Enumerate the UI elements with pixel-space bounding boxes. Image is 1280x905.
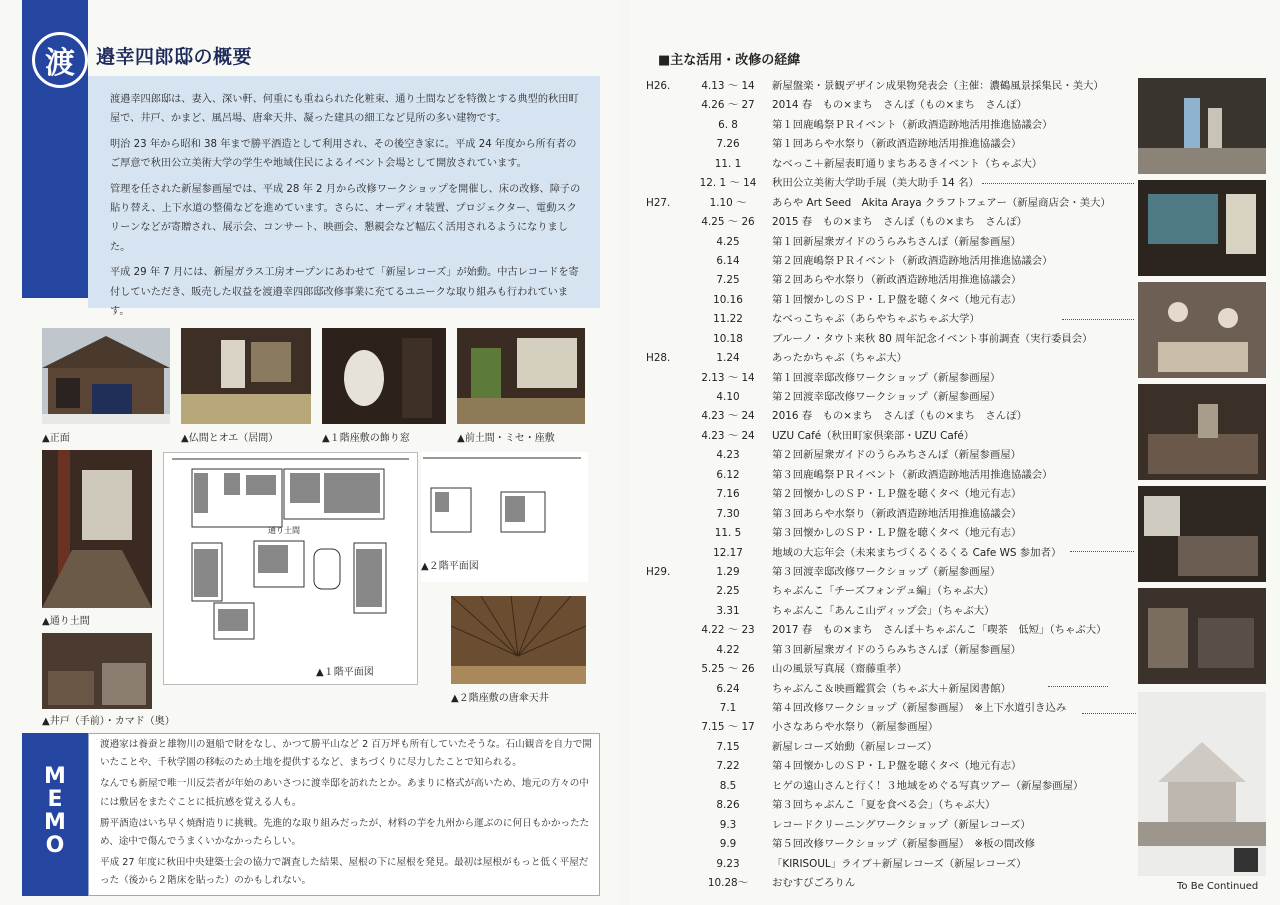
timeline-date: 4.10 [716,391,740,403]
timeline-row [646,660,1146,679]
timeline-row [646,407,1146,426]
timeline-row [646,349,1146,368]
timeline-date: 11.22 [713,313,743,326]
timeline-event: 第２回鹿嶋祭ＰＲイベント（新政酒造跡地活用推進協議会） [772,254,1053,267]
timeline-date: 10.28～ [707,876,749,889]
timeline-date: 7.26 [716,138,740,151]
timeline-event: 2014 春 もの×まち さんぽ（もの×まち さんぽ） [772,99,1027,112]
memo-letter: M [44,764,66,789]
timeline-date: 7.15 [716,740,740,753]
timeline-event: あらや Art Seed Akita Araya クラフトフェアー（新屋商店会・美大） [772,196,1111,209]
timeline-row [646,388,1146,407]
caption-ceiling: ▲２階座敷の唐傘天井 [451,693,549,704]
timeline-event: 第２回新屋衆ガイドのうらみちさんぽ（新屋参画屋） [772,449,1022,462]
caption-butsuma: ▲仏間とオエ（居間） [181,433,279,444]
timeline-event: 第１回懐かしのＳＰ・ＬＰ盤を聴くタベ（地元有志） [772,293,1022,306]
memo-letter: M [44,810,66,835]
timeline-row [646,505,1146,524]
timeline-row [646,135,1146,154]
timeline-date: 7.22 [716,760,740,773]
timeline-row [646,213,1146,232]
memo-paragraph: 渡邉家は養蚕と雄物川の廻船で財をなし、かつて勝平山など 2 百万坪も所有していたそうな。石山観音を自力で開いたことや、千秋学園の移転のため土地を提供するなど、まちづくりに尽力したことで知られる。 [100,739,592,769]
memo-letter: O [45,833,65,858]
timeline-row [646,233,1146,252]
timeline-event: 第３回鹿嶋祭ＰＲイベント（新政酒造跡地活用推進協議会） [772,468,1053,481]
timeline-event: UZU Café（秋田町家倶楽部・UZU Café） [772,429,975,442]
intro-paragraph: 平成 29 年 7 月には、新屋ガラス工房オープンにあわせて「新屋レコーズ」が始動。中古レコードを寄付していただき、販売した収益を渡邉幸四郎邸改修事業に充てるユニークな取り組みも行われています。 [110,267,579,318]
timeline-event: なべっこ＋新屋表町通りまちあるきイベント（ちゃぶ大） [772,157,1043,170]
front-photo [42,328,170,424]
intro-paragraph: 渡邉幸四郎邸は、妻入、深い軒、何重にも重ねられた化粧束、通り土間などを特徴とする典型的秋田町屋で、井戸、かまど、風呂場、唐傘天井、凝った建具の細工など見所の多い建物です。 [110,94,579,125]
timeline-date: 12.17 [713,546,743,559]
timeline-row [646,194,1146,213]
timeline-event: あったかちゃぶ（ちゃぶ大） [772,352,907,365]
caption-floor2: ▲２階平面図 [421,561,479,572]
timeline-event: なべっこちゃぶ（あらやちゃぶちゃぶ大学） [772,313,980,326]
timeline-date: 7.15 ～ 17 [701,721,755,734]
leader-line [1082,713,1136,714]
timeline-event: ちゃぶんこ＆映画鑑賞会（ちゃぶ大＋新屋図書館） [772,682,1011,695]
timeline-row [646,155,1146,174]
floor-plan-1f-drawing [164,453,417,684]
timeline-event: 第４回懐かしのＳＰ・ＬＰ盤を聴くタベ（地元有志） [772,760,1022,773]
timeline-event: ちゃぶんこ「チーズフォンデュ編」（ちゃぶ大） [772,585,995,598]
timeline-date: 6.12 [716,468,740,481]
timeline-event: 第５回改修ワークショップ（新屋参画屋） ※板の間改修 [772,838,1036,851]
mae-doma-photo [457,328,585,424]
timeline-event: 2017 春 もの×まち さんぽ＋ちゃぶんこ「喫茶 低短」（ちゃぶ大） [772,624,1107,637]
timeline-event: 山の風景写真展（齋藤重孝） [772,663,908,676]
timeline-row [646,563,1146,582]
timeline-row [646,369,1146,388]
timeline-event: 第２回あらや水祭り（新政酒造跡地活用推進協議会） [772,274,1022,287]
timeline-date: 11. 5 [714,527,742,540]
timeline-date: 4.23 ～ 24 [701,429,755,442]
timeline-date: 8.5 [719,779,737,792]
timeline-event: 第１回鹿嶋祭ＰＲイベント（新政酒造跡地活用推進協議会） [772,118,1053,131]
timeline-row [646,330,1146,349]
caption-window: ▲１階座敷の飾り窓 [322,433,410,444]
floor-plan-1f [163,452,418,685]
floor-plan-2f-drawing [421,452,588,558]
memo-letter: E [47,787,63,812]
timeline-year: H28. [646,352,671,365]
well-photo [42,633,152,709]
timeline-row [646,602,1146,621]
timeline-date: 4.13 ～ 14 [701,80,755,92]
memo-paragraph: なんでも新屋で唯一川反芸者が年始のあいさつに渡幸邸を訪れたとか。あまりに格式が高いため、地元の方々の中には敷居をまたぐことに抵抗感を覚える人も。 [100,778,589,808]
caption-well: ▲井戸（手前）・カマド（奥） [42,716,175,727]
timeline-date: 4.25 ～ 26 [701,216,755,229]
timeline-event: 第２回渡幸邸改修ワークショップ（新屋参画屋） [772,391,1001,403]
caption-mae-doma: ▲前土間・ミセ・座敷 [457,433,555,444]
timeline-date: 8.26 [716,799,740,812]
caption-floor1: ▲１階平面図 [316,667,374,678]
timeline-event: おむすびごろりん [772,876,856,889]
timeline-date: 1.10 ～ [709,196,747,209]
timeline-row [646,252,1146,271]
timeline-row [646,271,1146,290]
butsuma-photo [181,328,311,424]
timeline-row [646,855,1146,874]
timeline-row [646,718,1146,737]
timeline-date: 4.25 [716,235,740,248]
timeline-event: 新屋レコーズ始動（新屋レコーズ） [772,740,938,753]
caption-tori-doma: ▲通り土間 [42,616,90,627]
timeline-event: 地域の大忘年会（未来まちづくるくるくる Cafe WS 参加者） [772,546,1062,559]
timeline-row [646,699,1146,718]
history-title: ■主な活用・改修の経緯 [658,53,801,68]
floor-plan-2f [421,452,588,582]
records-photo [1138,588,1266,684]
tori-doma-photo [42,450,152,608]
timeline-event: 第４回改修ワークショップ（新屋参画屋） ※上下水道引き込み [772,702,1067,714]
memo-paragraph: 平成 27 年度に秋田中央建築士会の協力で調査した結果、屋根の下に屋根を発見。最初は屋根がもっと低く平屋だった（後から２階床を貼った）のかもしれない。 [100,857,589,887]
timeline-row [646,796,1146,815]
timeline-row [646,582,1146,601]
timeline-year: H27. [646,196,671,209]
timeline-date: 6. 8 [718,118,738,131]
timeline-event: レコードクリーニングワークショップ（新屋レコーズ） [772,818,1031,831]
timeline-row [646,777,1146,796]
timeline-date: 7.25 [716,274,740,287]
interior-art-photo [1138,180,1266,276]
timeline-event: 秋田公立美術大学助手展（美大助手 14 名） [772,177,979,190]
timeline-event: 第３回あらや水祭り（新政酒造跡地活用推進協議会） [772,507,1022,520]
timeline-date: 7.16 [716,488,740,501]
window-photo [322,328,446,424]
plan-label-tori-doma: 通り土間 [268,526,300,535]
timeline-event: 第１回新屋衆ガイドのうらみちさんぽ（新屋参画屋） [772,235,1022,248]
caption-front: ▲正面 [42,433,70,444]
timeline-date: 4.23 ～ 24 [701,410,755,423]
intro-paragraph: 明治 23 年から昭和 38 年まで勝平酒造として利用され、その後空き家に。平成 24 年度から所有者のご厚意で秋田公立美術大学の学生や地域住民によるイベント会場として開放されています。 [110,138,577,170]
timeline-event: 第１回渡幸邸改修ワークショップ（新屋参画屋） [772,371,1001,384]
timeline-date: 1.24 [716,352,740,365]
timeline-row [646,427,1146,446]
timeline-row [646,835,1146,854]
timeline-year: H26. [646,80,671,92]
timeline-row [646,446,1146,465]
timeline-date: 1.29 [716,565,740,578]
timeline-event: 第３回渡幸邸改修ワークショップ（新屋参画屋） [772,565,1001,578]
timeline-event: ブルーノ・タウト来秋 80 周年記念イベント事前調査（実行委員会） [772,332,1093,345]
timeline-date: 3.31 [716,604,740,617]
timeline-event: 「KIRISOUL」ライブ＋新屋レコーズ（新屋レコーズ） [772,857,1027,870]
timeline-date: 4.23 [716,449,740,462]
timeline-row [646,680,1146,699]
leader-line [1070,551,1134,552]
timeline-event: 新屋盤楽・景観デザイン成果物発表会（主催：濃鶴風景採集民・美大） [772,80,1104,92]
timeline-event: 2015 春 もの×まち さんぽ（もの×まち さんぽ） [772,216,1027,229]
timeline-event: 第３回ちゃぶんこ「夏を食べる会」（ちゃぶ大） [772,799,996,812]
timeline-date: 7.30 [716,507,740,520]
timeline-event: 第３回新屋衆ガイドのうらみちさんぽ（新屋参画屋） [772,643,1022,656]
nabekko-photo [1138,282,1266,378]
timeline-date: 10.16 [713,293,743,306]
timeline-date: 4.22 [716,643,740,656]
timeline-row [646,291,1146,310]
timeline-year: H29. [646,565,671,578]
timeline-row [646,641,1146,660]
timeline-date: 6.24 [716,682,740,695]
workshop-photo [1138,384,1266,480]
intro-paragraph: 管理を任された新屋参画屋では、平成 28 年 2 月から改修ワークショップを開催し、床の改修、障子の貼り替え、上下水道の整備などを進めています。さらに、オーディオ装置、プロジェクター、電動スクリーンなどが寄贈され、展示会、コンサート、映画会、懇親会など幅広く活用されるようになりました。 [110,183,581,253]
timeline-date: 12. 1 ～ 14 [699,177,757,190]
timeline-date: 9.3 [719,818,737,831]
party-photo [1138,486,1266,582]
poster-image [1138,692,1266,876]
water-festival-photo [1138,78,1266,174]
timeline-row [646,621,1146,640]
timeline-row [646,524,1146,543]
timeline-list [646,77,1146,893]
memo-paragraph: 勝平酒造はいち早く焼酎造りに挑戦。先進的な取り組みだったが、材料の芋を九州から運ぶのに何日もかかったため、途中で傷んでうまくいかなかったらしい。 [100,817,590,848]
timeline-date: 5.25 ～ 26 [701,663,755,676]
timeline-event: 2016 春 もの×まち さんぽ（もの×まち さんぽ） [772,410,1027,423]
timeline-date: 11. 1 [714,157,742,170]
timeline-date: 2.13 ～ 14 [701,371,755,384]
timeline-row [646,116,1146,135]
timeline-row [646,738,1146,757]
timeline-row [646,77,1146,96]
timeline-date: 4.26 ～ 27 [701,99,755,112]
memo-label [22,765,88,857]
timeline-row [646,816,1146,835]
leader-line [1048,686,1108,687]
memo-text [100,736,592,894]
timeline-event: ヒゲの遠山さんと行く！３地域をめぐる写真ツアー（新屋参画屋） [772,779,1084,792]
intro-text [110,90,586,327]
leader-line [982,183,1134,184]
timeline-date: 10.18 [713,332,743,345]
timeline-row [646,544,1146,563]
timeline-event: 第２回懐かしのＳＰ・ＬＰ盤を聴くタベ（地元有志） [772,488,1022,501]
timeline-event: 小さなあらや水祭り（新屋参画屋） [772,721,939,734]
to-be-continued: To Be Continued [1177,881,1259,892]
timeline-date: 2.25 [716,585,740,598]
leader-line [1062,319,1134,320]
timeline-date: 4.22 ～ 23 [701,624,755,637]
timeline-event: 第１回あらや水祭り（新政酒造跡地活用推進協議会） [772,138,1022,151]
timeline-date: 6.14 [716,254,740,267]
timeline-row [646,96,1146,115]
timeline-event: 第３回懐かしのＳＰ・ＬＰ盤を聴くタベ（地元有志） [772,527,1022,540]
timeline-date: 9.23 [716,857,740,870]
ceiling-photo [451,596,586,684]
watari-emblem: 渡 [32,32,88,88]
timeline-row [646,466,1146,485]
timeline-date: 7.1 [719,702,737,714]
timeline-row [646,757,1146,776]
timeline-row [646,485,1146,504]
timeline-row [646,874,1146,893]
timeline-date: 9.9 [719,838,737,851]
timeline-event: ちゃぶんこ「あんこ山ディップ会」（ちゃぶ大） [772,604,995,617]
page-title: 邉幸四郎邸の概要 [96,46,253,68]
